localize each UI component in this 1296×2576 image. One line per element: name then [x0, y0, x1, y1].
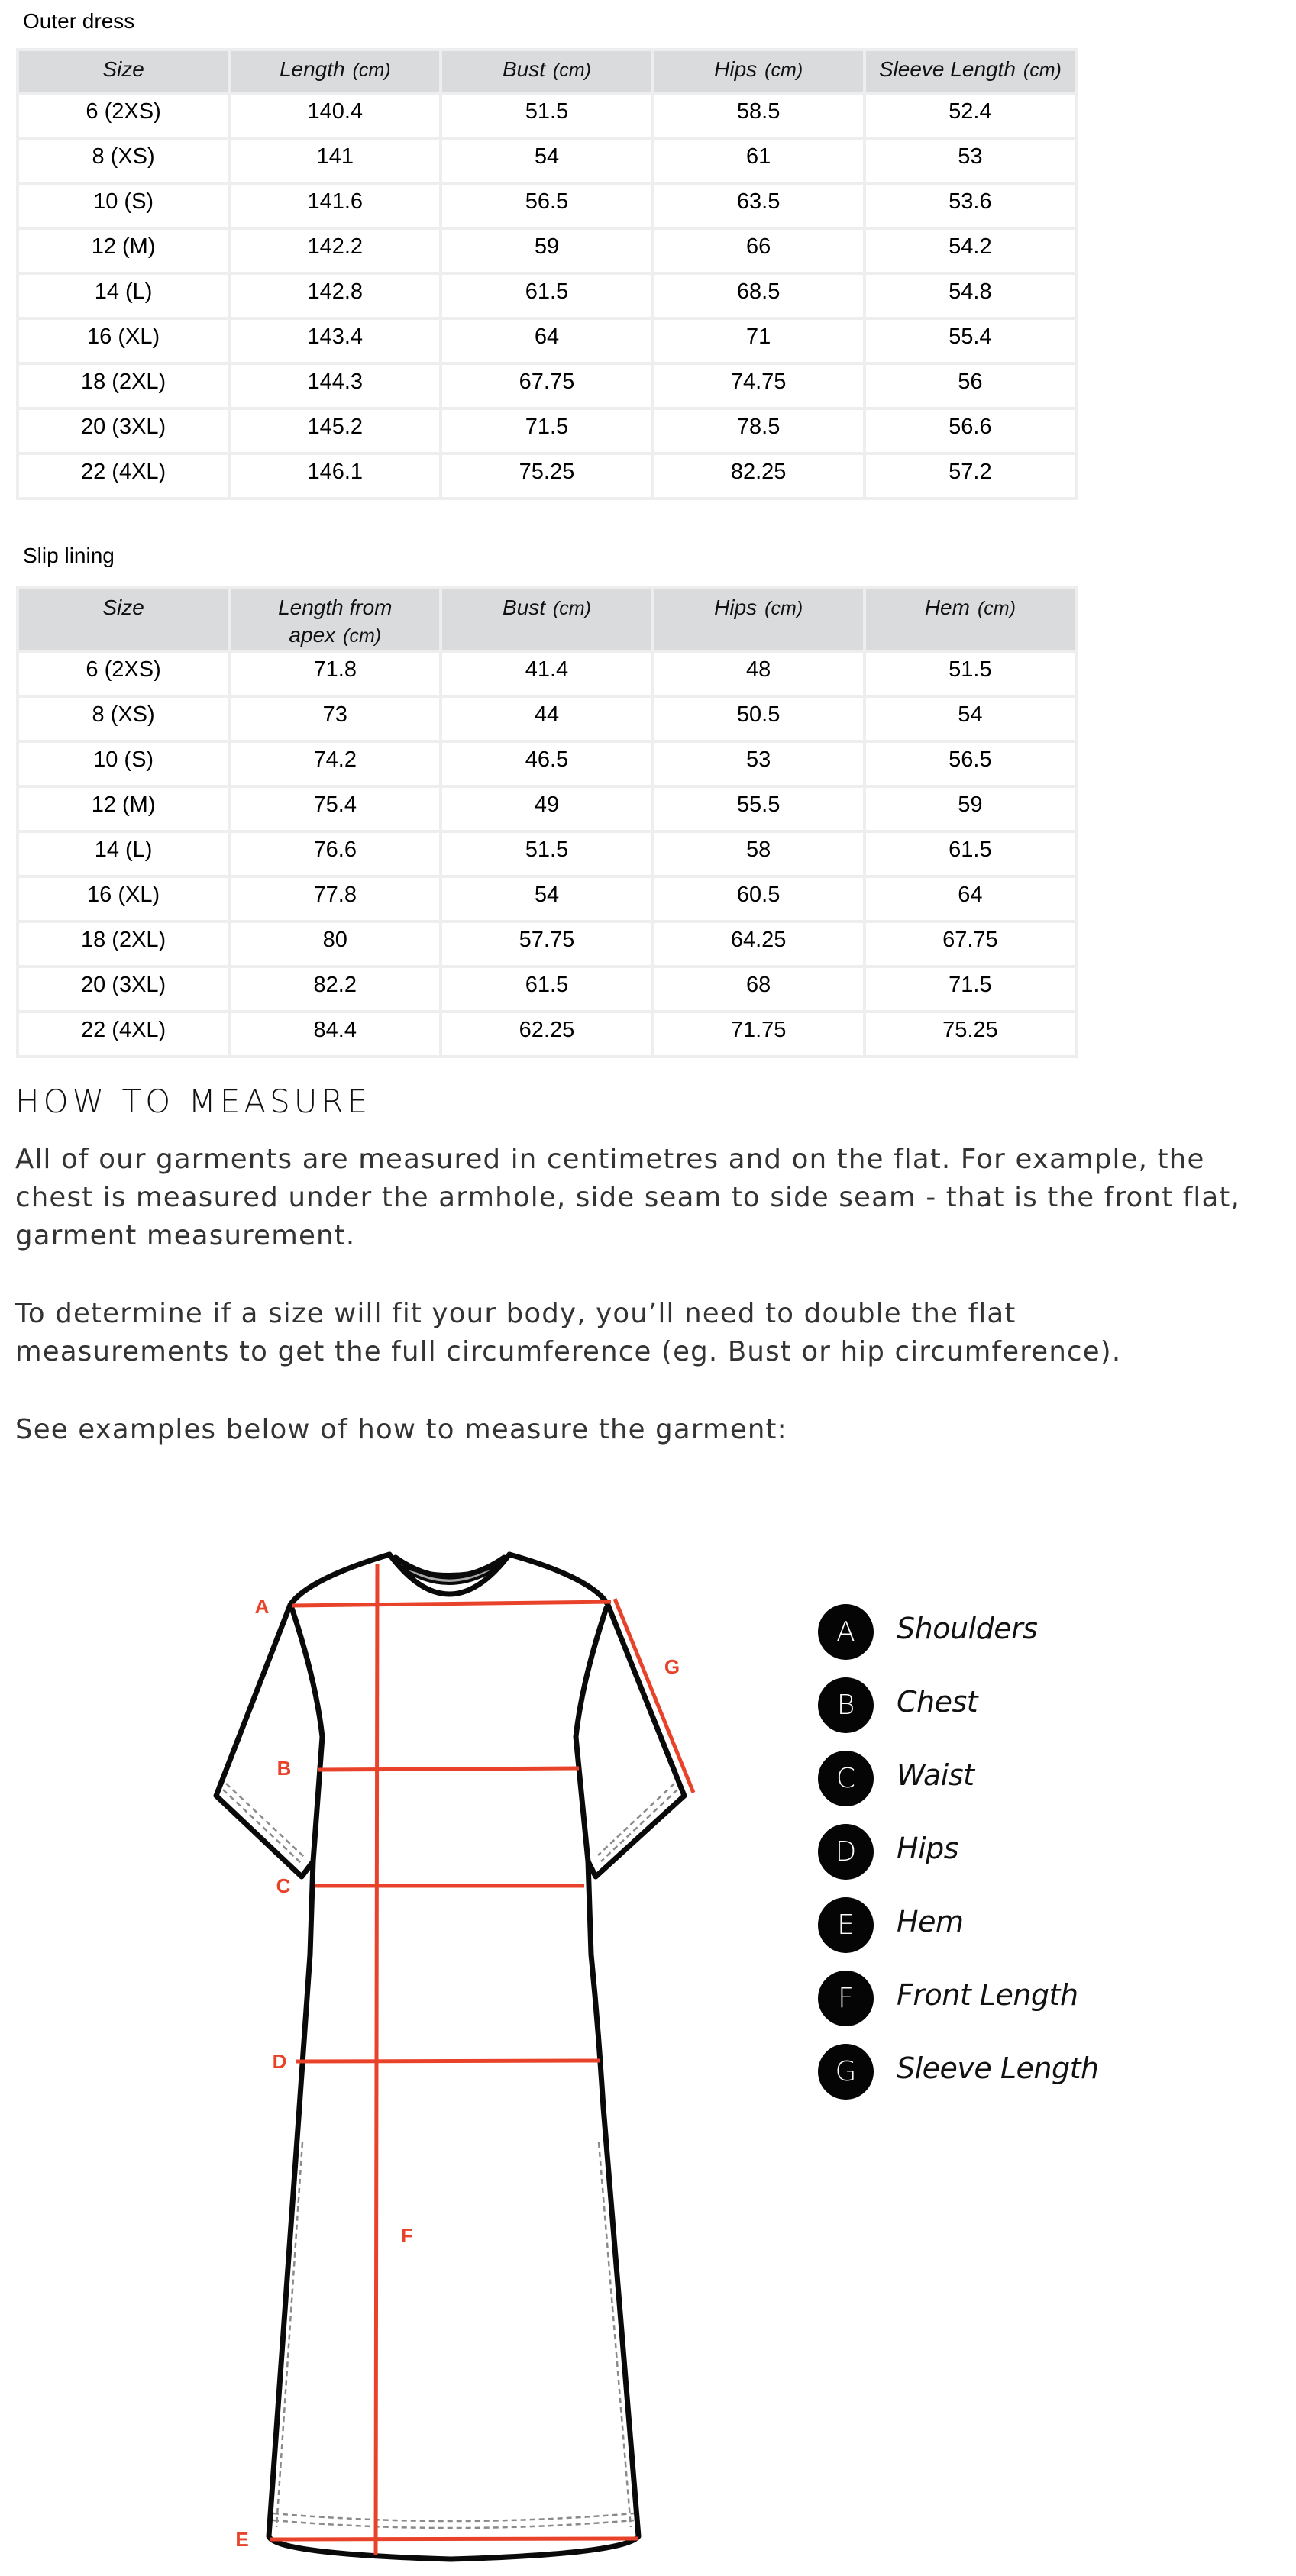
size-cell: 14 (L) [19, 275, 228, 317]
measurement-cell: 144.3 [231, 365, 439, 407]
column-header [654, 589, 863, 650]
measurement-legend [818, 1604, 1099, 2117]
size-cell: 12 (M) [19, 788, 228, 830]
marker-d: D [272, 2050, 287, 2073]
measurement-cell: 80 [231, 923, 439, 965]
column-header-label: Bust [502, 57, 545, 81]
measure-line-g-sleeve-length [615, 1599, 693, 1793]
table-row [19, 833, 1075, 875]
measure-line-f-front-length [376, 1564, 377, 2555]
column-header [866, 51, 1075, 92]
left-side-stitching [276, 2142, 302, 2527]
measurement-cell: 71.75 [654, 1013, 863, 1055]
column-header [654, 51, 863, 92]
column-header-label: Size [102, 596, 144, 619]
legend-label: Waist [897, 1758, 974, 1792]
measurement-cell: 73 [231, 698, 439, 740]
measurement-cell: 140.4 [231, 95, 439, 137]
slip-lining-title: Slip lining [23, 544, 115, 567]
table-row [19, 653, 1075, 695]
table-header-row [19, 589, 1075, 650]
measurement-cell: 145.2 [231, 410, 439, 452]
measurement-cell: 78.5 [654, 410, 863, 452]
table-row [19, 410, 1075, 452]
measurement-cell: 63.5 [654, 185, 863, 227]
column-header [19, 51, 228, 92]
measurement-cell: 52.4 [866, 95, 1075, 137]
measurement-cell: 57.2 [866, 455, 1075, 497]
column-header [231, 589, 439, 650]
size-cell: 8 (XS) [19, 698, 228, 740]
table-row [19, 698, 1075, 740]
measurement-cell: 74.75 [654, 365, 863, 407]
measurement-cell: 56.5 [866, 743, 1075, 785]
legend-item-hem [818, 1897, 1099, 1971]
measurement-cell: 58 [654, 833, 863, 875]
legend-badge-b: B [818, 1677, 874, 1733]
measurement-cell: 48 [654, 653, 863, 695]
table-row [19, 968, 1075, 1010]
table-row [19, 140, 1075, 182]
measurement-cell: 54.2 [866, 230, 1075, 272]
size-cell: 22 (4XL) [19, 1013, 228, 1055]
measurement-cell: 57.75 [442, 923, 651, 965]
column-header-label: Hem [924, 596, 970, 619]
measurement-cell: 141.6 [231, 185, 439, 227]
column-header-unit: (cm) [764, 60, 803, 81]
measurement-cell: 76.6 [231, 833, 439, 875]
measurement-cell: 61.5 [866, 833, 1075, 875]
measurement-cell: 74.2 [231, 743, 439, 785]
table-row [19, 788, 1075, 830]
measurement-cell: 60.5 [654, 878, 863, 920]
legend-item-shoulders [818, 1604, 1099, 1677]
measurement-cell: 67.75 [442, 365, 651, 407]
legend-badge-f: F [818, 1971, 874, 2026]
measurement-cell: 143.4 [231, 320, 439, 362]
measurement-cell: 44 [442, 698, 651, 740]
marker-f: F [401, 2224, 413, 2247]
measure-line-b-chest [318, 1768, 579, 1770]
slip-lining-size-table [16, 586, 1078, 1058]
legend-label: Front Length [897, 1978, 1078, 2012]
column-header-unit: (cm) [1023, 60, 1062, 81]
marker-b: B [276, 1757, 292, 1780]
legend-badge-a: A [818, 1604, 874, 1660]
size-cell: 8 (XS) [19, 140, 228, 182]
measurement-cell: 61 [654, 140, 863, 182]
measurement-cell: 62.25 [442, 1013, 651, 1055]
column-header-label: Size [102, 57, 144, 81]
measurement-cell: 75.4 [231, 788, 439, 830]
marker-a: A [254, 1595, 270, 1618]
legend-badge-g: G [818, 2044, 874, 2100]
column-header-label: Length from apex [278, 596, 393, 647]
legend-label: Sleeve Length [897, 2051, 1099, 2085]
column-header [442, 589, 651, 650]
column-header-label: Length [279, 57, 345, 81]
legend-item-sleeve-length [818, 2044, 1099, 2117]
column-header-unit: (cm) [552, 598, 591, 619]
table-row [19, 1013, 1075, 1055]
table-row [19, 230, 1075, 272]
size-cell: 10 (S) [19, 743, 228, 785]
table-row [19, 320, 1075, 362]
table-row [19, 455, 1075, 497]
size-cell: 18 (2XL) [19, 365, 228, 407]
how-to-measure-heading: HOW TO MEASURE [15, 1083, 372, 1120]
size-cell: 6 (2XS) [19, 653, 228, 695]
legend-item-front-length [818, 1971, 1099, 2044]
legend-item-hips [818, 1824, 1099, 1897]
marker-e: E [235, 2528, 249, 2551]
measurement-cell: 41.4 [442, 653, 651, 695]
size-cell: 20 (3XL) [19, 968, 228, 1010]
measurement-cell: 58.5 [654, 95, 863, 137]
measurement-cell: 68 [654, 968, 863, 1010]
measurement-cell: 61.5 [442, 968, 651, 1010]
measurement-cell: 71.5 [442, 410, 651, 452]
measurement-cell: 66 [654, 230, 863, 272]
measurement-cell: 146.1 [231, 455, 439, 497]
measurement-cell: 59 [866, 788, 1075, 830]
circumference-paragraph: To determine if a size will fit your body, you’ll need to double the flat measurements to get the full circumference (eg. Bust or hip circumference). [15, 1298, 1122, 1367]
size-cell: 6 (2XS) [19, 95, 228, 137]
legend-label: Shoulders [897, 1612, 1038, 1645]
measurement-cell: 51.5 [442, 95, 651, 137]
measurement-cell: 142.2 [231, 230, 439, 272]
size-cell: 14 (L) [19, 833, 228, 875]
column-header [866, 589, 1075, 650]
legend-label: Hem [897, 1905, 964, 1938]
size-cell: 22 (4XL) [19, 455, 228, 497]
measure-line-a-shoulders [292, 1602, 611, 1606]
measurement-cell: 64.25 [654, 923, 863, 965]
marker-c: C [276, 1874, 291, 1897]
outer-dress-size-table [16, 48, 1078, 500]
measurement-cell: 64 [442, 320, 651, 362]
table-header-row [19, 51, 1075, 92]
measurement-cell: 67.75 [866, 923, 1075, 965]
measurement-cell: 68.5 [654, 275, 863, 317]
outer-dress-title: Outer dress [23, 9, 135, 33]
measurement-cell: 56.6 [866, 410, 1075, 452]
measurement-cell: 71.5 [866, 968, 1075, 1010]
measurement-cell: 54 [866, 698, 1075, 740]
legend-label: Chest [897, 1685, 978, 1719]
measurement-cell: 56.5 [442, 185, 651, 227]
dress-measurement-diagram [0, 1519, 764, 2576]
column-header-unit: (cm) [764, 598, 803, 619]
table-row [19, 878, 1075, 920]
right-armhole-outline [576, 1608, 606, 1861]
left-sleeve-stitching-2 [223, 1790, 301, 1863]
column-header-label: Bust [502, 596, 545, 619]
measurement-cell: 75.25 [442, 455, 651, 497]
table-row [19, 275, 1075, 317]
measurement-cell: 53 [866, 140, 1075, 182]
measurement-cell: 142.8 [231, 275, 439, 317]
measurement-cell: 141 [231, 140, 439, 182]
right-sleeve-stitching-2 [601, 1790, 677, 1861]
legend-item-chest [818, 1677, 1099, 1751]
marker-g: G [664, 1655, 680, 1678]
measurement-cell: 82.25 [654, 455, 863, 497]
column-header [442, 51, 651, 92]
measurement-cell: 61.5 [442, 275, 651, 317]
hem-stitching-2 [273, 2520, 634, 2528]
legend-item-waist [818, 1751, 1099, 1824]
left-armhole-outline [292, 1608, 322, 1861]
legend-label: Hips [897, 1832, 959, 1865]
measurement-cell: 50.5 [654, 698, 863, 740]
measure-intro-paragraph: All of our garments are measured in centimetres and on the flat. For example, the chest is measured under the armhole, side seam to side seam - that is the front flat, garment measurement. [15, 1144, 1241, 1251]
measurement-cell: 49 [442, 788, 651, 830]
measurement-cell: 54.8 [866, 275, 1075, 317]
measurement-cell: 71 [654, 320, 863, 362]
measurement-cell: 53.6 [866, 185, 1075, 227]
measurement-cell: 55.4 [866, 320, 1075, 362]
column-header-unit: (cm) [552, 60, 591, 81]
legend-badge-d: D [818, 1824, 874, 1880]
measurement-cell: 75.25 [866, 1013, 1075, 1055]
measurement-cell: 82.2 [231, 968, 439, 1010]
measurement-cell: 54 [442, 140, 651, 182]
size-cell: 18 (2XL) [19, 923, 228, 965]
size-cell: 16 (XL) [19, 878, 228, 920]
size-cell: 20 (3XL) [19, 410, 228, 452]
size-cell: 16 (XL) [19, 320, 228, 362]
left-sleeve-stitching [226, 1784, 304, 1857]
measurement-cell: 84.4 [231, 1013, 439, 1055]
column-header-label: Hips [714, 596, 758, 619]
measurement-cell: 77.8 [231, 878, 439, 920]
table-row [19, 95, 1075, 137]
column-header-unit: (cm) [343, 625, 382, 647]
measurement-cell: 46.5 [442, 743, 651, 785]
measurement-cell: 54 [442, 878, 651, 920]
right-sleeve-stitching [598, 1784, 674, 1855]
right-side-stitching [599, 2142, 631, 2527]
column-header-label: Hips [714, 57, 758, 81]
legend-badge-c: C [818, 1751, 874, 1806]
measurement-cell: 55.5 [654, 788, 863, 830]
measurement-cell: 59 [442, 230, 651, 272]
table-row [19, 743, 1075, 785]
table-row [19, 185, 1075, 227]
column-header [19, 589, 228, 650]
measurement-cell: 51.5 [866, 653, 1075, 695]
measurement-cell: 53 [654, 743, 863, 785]
column-header-unit: (cm) [352, 60, 391, 81]
legend-badge-e: E [818, 1897, 874, 1953]
column-header-unit: (cm) [977, 598, 1016, 619]
table-row [19, 365, 1075, 407]
measurement-cell: 51.5 [442, 833, 651, 875]
table-row [19, 923, 1075, 965]
measurement-cell: 56 [866, 365, 1075, 407]
size-cell: 10 (S) [19, 185, 228, 227]
column-header-label: Sleeve Length [878, 57, 1016, 81]
measurement-cell: 71.8 [231, 653, 439, 695]
examples-paragraph: See examples below of how to measure the garment: [15, 1414, 787, 1445]
hem-stitching [273, 2513, 634, 2521]
column-header [231, 51, 439, 92]
size-cell: 12 (M) [19, 230, 228, 272]
measurement-cell: 64 [866, 878, 1075, 920]
